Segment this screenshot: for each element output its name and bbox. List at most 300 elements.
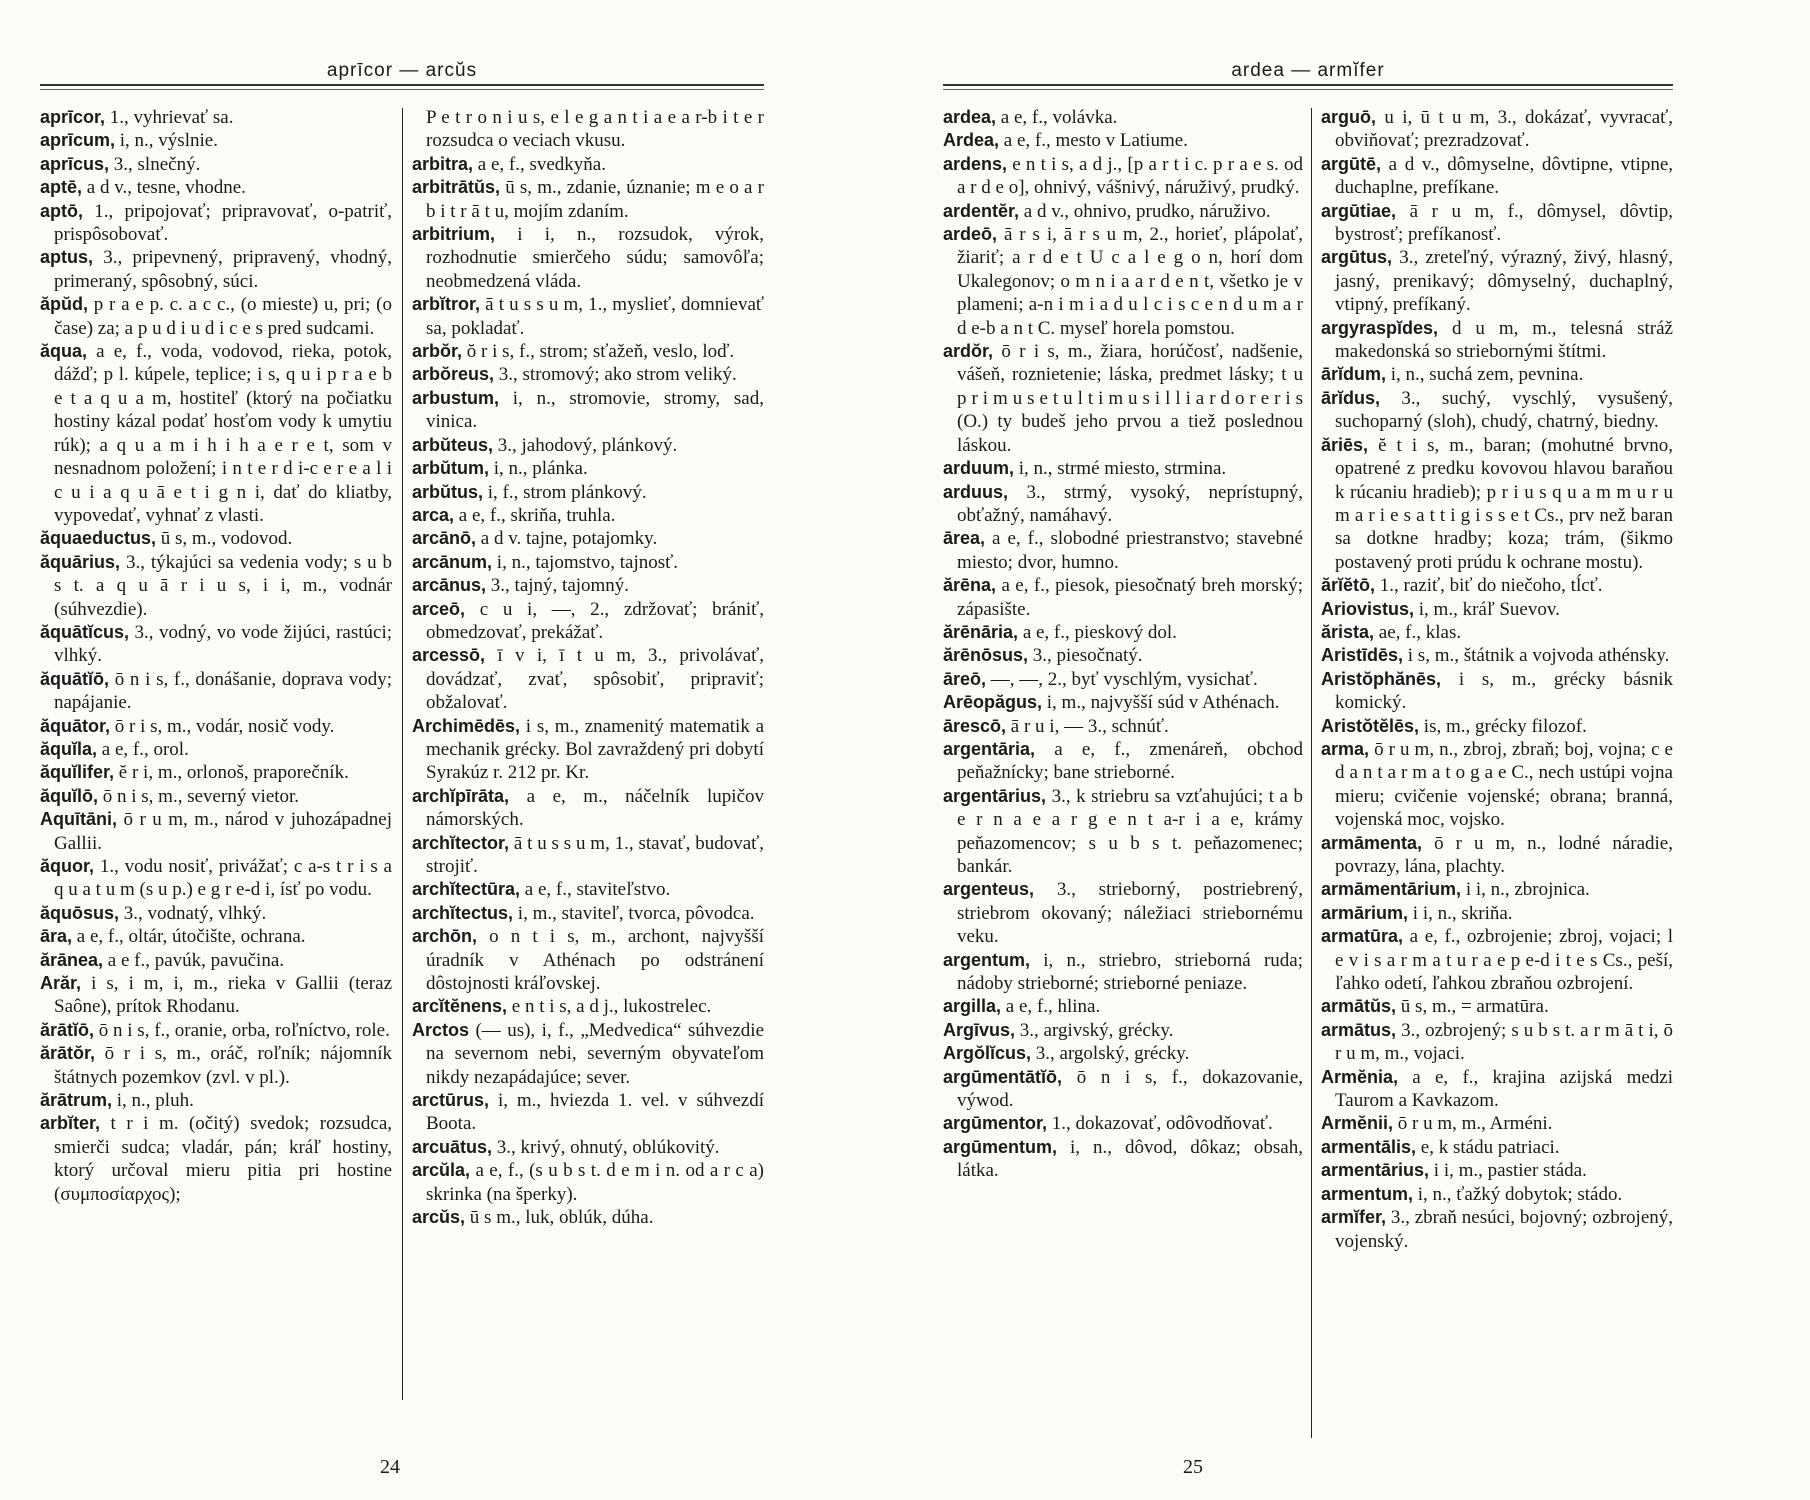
entry-definition: 3., slnečný. xyxy=(113,153,201,175)
entry-headword: arcānō, xyxy=(412,528,477,549)
entry-definition: ō n i s, m., severný vietor. xyxy=(102,785,300,807)
dictionary-entry xyxy=(40,246,392,293)
entry-definition: ī v i, ī t u m, 3., privolávať, dovádzať, zvať, spôsobiť, pripraviť; obžalovať. xyxy=(426,645,765,714)
dictionary-entry xyxy=(40,715,392,738)
dictionary-entry xyxy=(943,457,1303,480)
dictionary-entry xyxy=(40,1089,392,1112)
entry-headword: armātus, xyxy=(1321,1019,1397,1040)
entry-definition: 3., vodný, vo vode žijúci, rastúci; vlhký. xyxy=(54,621,392,667)
entry-definition: i s, m., štátnik a vojvoda athénsky. xyxy=(1407,645,1670,667)
dictionary-entry xyxy=(40,902,392,925)
column-right-2 xyxy=(1321,106,1673,1253)
entry-headword: argūmentātĭō, xyxy=(943,1066,1063,1087)
entry-headword: Archimēdēs, xyxy=(412,715,521,736)
entry-headword: ardens, xyxy=(943,153,1008,174)
header-title: ardea — armĭfer xyxy=(1217,60,1398,81)
entry-definition: (— us), i, f., „Medvedica“ súhvezdie na severnom nebi, severným obyvateľom nikdy nezapádajúce; sever. xyxy=(426,1019,764,1088)
dictionary-entry xyxy=(40,738,392,761)
entry-definition: 3., zreteľný, výrazný, živý, hlasný, jasný, prenikavý; dômyselný, duchaplný, vtipný, prefíkaný. xyxy=(1335,247,1673,316)
entry-definition: u i, ū t u m, 3., dokázať, vyvracať, obviňovať; prezradzovať. xyxy=(1335,107,1674,152)
dictionary-entry xyxy=(40,785,392,808)
entry-definition: ae, f., klas. xyxy=(1378,621,1462,643)
entry-headword: ăquārius, xyxy=(40,551,121,572)
dictionary-entry xyxy=(40,293,392,340)
dictionary-entry xyxy=(1321,200,1673,247)
dictionary-entry xyxy=(943,106,1303,129)
dictionary-entry xyxy=(40,527,392,550)
entry-headword: argentum, xyxy=(943,949,1031,970)
entry-headword: ăriēs, xyxy=(1321,434,1369,455)
entry-definition: 1., dokazovať, odôvodňovať. xyxy=(1051,1113,1273,1135)
entry-headword: arcŭs, xyxy=(412,1207,466,1228)
dictionary-entry xyxy=(1321,878,1673,901)
dictionary-entry xyxy=(1321,1159,1673,1182)
entry-headword: arcĭtĕnens, xyxy=(412,996,508,1017)
entry-headword: ardea, xyxy=(943,107,997,127)
page-number: 25 xyxy=(1183,1456,1203,1478)
dictionary-entry xyxy=(412,527,764,550)
dictionary-entry xyxy=(943,527,1303,574)
entry-definition: i, m., kráľ Suevov. xyxy=(1418,598,1560,620)
entry-definition: d u m, m., telesná stráž makedonská so striebornými štítmi. xyxy=(1335,317,1673,363)
entry-headword: ăquĭlō, xyxy=(40,785,98,806)
entry-definition: a e, f., orol. xyxy=(101,738,189,760)
dictionary-entry xyxy=(412,1159,764,1206)
dictionary-entry xyxy=(40,925,392,948)
entry-definition: t r i m. (očitý) svedok; rozsudca, smierči sudca; vladár, pán; kráľ hostiny, ktorý určoval mieru pitia pri hostine (συμποσίαρχος); xyxy=(54,1113,393,1205)
entry-definition: a d v. tajne, potajomky. xyxy=(480,528,658,550)
dictionary-entry xyxy=(943,949,1303,996)
dictionary-entry xyxy=(943,340,1303,457)
dictionary-entry xyxy=(412,925,764,995)
dictionary-entry xyxy=(1321,106,1673,153)
entry-headword: arbŏreus, xyxy=(412,364,495,385)
dictionary-entry xyxy=(943,668,1303,691)
entry-definition: ŏ r i s, f., strom; sťažeň, veslo, loď. xyxy=(466,341,735,363)
entry-headword: arca, xyxy=(412,504,455,525)
entry-headword: Aquītāni, xyxy=(40,809,117,830)
dictionary-entry xyxy=(40,153,392,176)
dictionary-entry xyxy=(412,715,764,785)
dictionary-entry xyxy=(412,551,764,574)
entry-definition: a e, f., skriňa, truhla. xyxy=(458,504,616,526)
dictionary-entry xyxy=(412,832,764,879)
dictionary-entry xyxy=(943,1112,1303,1135)
entry-headword: Aristŏtĕlēs, xyxy=(1321,715,1420,736)
entry-headword: archĭtector, xyxy=(412,832,510,853)
dictionary-entry xyxy=(943,738,1303,785)
dictionary-entry xyxy=(943,574,1303,621)
entry-headword: armentum, xyxy=(1321,1183,1414,1204)
dictionary-entry xyxy=(1321,668,1673,715)
dictionary-entry xyxy=(943,878,1303,948)
entry-headword: ăquor, xyxy=(40,856,95,876)
entry-headword: ardŏr, xyxy=(943,341,994,362)
entry-headword: ărātŏr, xyxy=(40,1043,96,1064)
entry-definition: i, n., dôvod, dôkaz; obsah, látka. xyxy=(957,1136,1303,1182)
entry-definition: ō r u m, m., Arméni. xyxy=(1397,1113,1553,1135)
entry-headword: arcessō, xyxy=(412,645,486,666)
entry-headword: aprīcus, xyxy=(40,153,110,174)
entry-definition: P e t r o n i u s, e l e g a n t i a e a r-b i t e r rozsudca o veciach vkusu. xyxy=(426,107,764,152)
entry-definition: a e f., pavúk, pavučina. xyxy=(107,949,285,971)
entry-headword: armentārius, xyxy=(1321,1160,1430,1181)
entry-headword: ărēnōsus, xyxy=(943,645,1029,666)
entry-definition: ū s, m., vodovod. xyxy=(160,528,293,550)
entry-definition: is, m., grécky filozof. xyxy=(1423,715,1587,737)
entry-headword: arguō, xyxy=(1321,107,1377,127)
dictionary-entry xyxy=(1321,317,1673,364)
entry-headword: argilla, xyxy=(943,996,1002,1017)
entry-headword: arcŭla, xyxy=(412,1160,471,1181)
entry-headword: arcānus, xyxy=(412,575,487,596)
entry-definition: a e, f., pieskový dol. xyxy=(1022,621,1177,643)
entry-headword: argenteus, xyxy=(943,879,1035,900)
dictionary-entry xyxy=(943,621,1303,644)
dictionary-entry xyxy=(1321,387,1673,434)
entry-headword: argūmentor, xyxy=(943,1113,1048,1134)
entry-definition: a d v., ohnivo, prudko, náruživo. xyxy=(1023,200,1271,222)
entry-headword: ăpŭd, xyxy=(40,294,88,315)
entry-headword: arbitrium, xyxy=(412,224,496,245)
dictionary-entry xyxy=(40,949,392,972)
dictionary-entry xyxy=(943,1066,1303,1113)
column-left-1 xyxy=(40,106,392,1206)
dictionary-entry xyxy=(1321,644,1673,667)
entry-headword: āreō, xyxy=(943,668,987,689)
dictionary-entry xyxy=(40,621,392,668)
dictionary-entry xyxy=(1321,715,1673,738)
entry-definition: ō r u m, n., zbroj, zbraň; boj, vojna; c e d a n t a r m a t o g a e C., nech ustúpi vojna mieru; cvičenie vojenské; obrana; branná, vojenská moc, vojsko. xyxy=(1335,738,1673,831)
entry-headword: arbŭtus, xyxy=(412,481,484,502)
dictionary-entry xyxy=(412,293,764,340)
entry-definition: 1., raziť, biť do niečoho, tĺcť. xyxy=(1379,575,1603,597)
dictionary-entry xyxy=(1321,153,1673,200)
entry-headword: ārescō, xyxy=(943,715,1007,736)
dictionary-entry xyxy=(943,691,1303,714)
entry-definition: ō n i s, f., donášanie, doprava vody; napájanie. xyxy=(54,668,393,714)
entry-definition: i, f., strom plánkový. xyxy=(487,481,647,503)
entry-definition: 1., vodu nosiť, privážať; c a-s t r i s a q u a t u m (s u p.) e g r e-d i, ísť po vodu. xyxy=(54,856,392,901)
entry-headword: Argīvus, xyxy=(943,1019,1016,1040)
entry-headword: armĭfer, xyxy=(1321,1207,1387,1228)
header-rule xyxy=(40,84,764,86)
entry-definition: i, n., strmé miesto, strmina. xyxy=(1018,458,1227,480)
entry-headword: ārea, xyxy=(943,528,986,549)
dictionary-entry xyxy=(412,457,764,480)
entry-headword: armāmenta, xyxy=(1321,832,1423,853)
dictionary-entry xyxy=(412,153,764,176)
entry-definition: 3., pripevnený, pripravený, vhodný, primeraný, spôsobný, súci. xyxy=(54,247,393,292)
entry-definition: i s, m., znamenitý matematik a mechanik grécky. Bol zavraždený pri dobytí Syrakúz r. 212 pr. Kr. xyxy=(426,715,764,784)
entry-headword: argūtiae, xyxy=(1321,200,1397,221)
entry-definition: 3., ozbrojený; s u b s t. a r m ā t i, ō r u m, m., vojaci. xyxy=(1335,1019,1673,1065)
entry-definition: ō r u m, m., národ v juhozápadnej Gallii. xyxy=(54,809,393,854)
dictionary-entry xyxy=(1321,434,1673,574)
entry-definition: ō r i s, m., vodár, nosič vody. xyxy=(114,715,335,737)
dictionary-entry xyxy=(40,176,392,199)
page-number: 24 xyxy=(380,1456,400,1478)
entry-definition: a d v., tesne, vhodne. xyxy=(86,177,246,199)
entry-headword: ărātrum, xyxy=(40,1090,113,1111)
entry-headword: ardentĕr, xyxy=(943,200,1020,221)
entry-headword: arbĭter, xyxy=(40,1113,101,1134)
dictionary-entry xyxy=(40,340,392,527)
entry-definition: i i, n., skriňa. xyxy=(1412,902,1513,924)
dictionary-entry xyxy=(412,481,764,504)
dictionary-entry xyxy=(943,995,1303,1018)
entry-definition: 3., argolský, grécky. xyxy=(1035,1043,1190,1065)
entry-headword: ăquātĭō, xyxy=(40,668,110,689)
entry-definition: i, n., suchá zem, pevnina. xyxy=(1390,364,1584,386)
entry-headword: ăquātĭcus, xyxy=(40,621,130,642)
dictionary-entry xyxy=(412,644,764,714)
entry-definition: e n t i s, a d j., [p a r t i c. p r a e s. od a r d e o], ohnivý, vášnivý, náruživý, prudký. xyxy=(957,153,1304,199)
entry-headword: arbitra, xyxy=(412,153,474,174)
entry-headword: Armĕnia, xyxy=(1321,1066,1399,1087)
entry-headword: archĭtectus, xyxy=(412,902,514,923)
dictionary-entry xyxy=(40,129,392,152)
entry-definition: i i, n., rozsudok, výrok, rozhodnutie smierčeho súdu; samovôľa; neobmedzená vláda. xyxy=(426,224,765,292)
dictionary-entry xyxy=(1321,246,1673,316)
entry-definition: ō r u m, n., lodné náradie, povrazy, lána, plachty. xyxy=(1335,832,1673,877)
entry-definition: a e, f., mesto v Latiume. xyxy=(1003,130,1188,152)
entry-definition: ĕ r i, m., orlonoš, praporečník. xyxy=(118,762,349,784)
dictionary-entry xyxy=(40,200,392,247)
entry-definition: i, n., stromovie, stromy, sad, vinica. xyxy=(426,387,764,433)
dictionary-entry xyxy=(40,106,392,129)
entry-definition: e n t i s, a d j., lukostrelec. xyxy=(511,996,712,1018)
entry-headword: aprīcor, xyxy=(40,107,106,127)
entry-definition: ū s m., luk, oblúk, dúha. xyxy=(469,1207,654,1229)
entry-headword: arma, xyxy=(1321,738,1370,759)
dictionary-entry xyxy=(412,1206,764,1229)
dictionary-entry xyxy=(943,644,1303,667)
entry-definition: i, n., tajomstvo, tajnosť. xyxy=(496,551,679,573)
entry-definition: a e, f., ozbrojenie; zbroj, vojaci; l e v i s a r m a t u r a e p e-d i t e s Cs., peší, ľahko odetí, ľahkou zbraňou ozbrojení. xyxy=(1335,926,1673,995)
entry-definition: i, m., hviezda 1. vel. v súhvezdí Boota. xyxy=(426,1090,764,1135)
entry-headword: argūtē, xyxy=(1321,153,1382,174)
entry-definition: 3., suchý, vyschlý, vysušený, suchoparný (sloh), chudý, chatrný, biedny. xyxy=(1335,387,1673,433)
entry-headword: Arăr, xyxy=(40,973,82,994)
entry-headword: aptē, xyxy=(40,177,83,198)
entry-headword: aptus, xyxy=(40,247,94,268)
header-rule xyxy=(40,89,764,90)
dictionary-entry xyxy=(40,855,392,902)
entry-headword: ărānea, xyxy=(40,949,104,970)
entry-definition: a e, f., hlina. xyxy=(1005,996,1101,1018)
running-header xyxy=(905,60,1810,100)
entry-definition: c u i, —, 2., zdržovať; brániť, obmedzovať, prekážať. xyxy=(426,598,764,643)
entry-definition: i, n., pluh. xyxy=(116,1090,194,1112)
entry-definition: a d v., dômyselne, dôvtipne, vtipne, duchaplne, prefíkane. xyxy=(1335,153,1674,199)
entry-definition: 3., stromový; ako strom veliký. xyxy=(498,364,737,386)
dictionary-entry xyxy=(1321,1183,1673,1206)
dictionary-entry xyxy=(1321,925,1673,995)
entry-headword: Arēopăgus, xyxy=(943,692,1043,713)
dictionary-entry xyxy=(1321,832,1673,879)
entry-headword: armatūra, xyxy=(1321,926,1404,947)
dictionary-entry xyxy=(943,223,1303,340)
entry-headword: archĭpīrāta, xyxy=(412,785,510,806)
entry-headword: Ardea, xyxy=(943,130,1000,151)
dictionary-entry xyxy=(1321,1112,1673,1135)
entry-definition: i i, n., zbrojnica. xyxy=(1465,879,1590,901)
dictionary-entry xyxy=(412,1019,764,1089)
entry-definition: o n t i s, m., archont, najvyšší úradník v Athénach po odstránení dôstojnosti kráľovskej. xyxy=(426,926,764,995)
dictionary-entry xyxy=(1321,1206,1673,1253)
entry-definition: ā r u m, f., dômysel, dôvtip, bystrosť; prefíkanosť. xyxy=(1335,200,1674,246)
entry-headword: Ariovistus, xyxy=(1321,598,1415,619)
entry-definition: a e, m., náčelník lupičov námorských. xyxy=(426,785,764,831)
dictionary-entry xyxy=(1321,621,1673,644)
entry-headword: Armĕnii, xyxy=(1321,1113,1394,1134)
dictionary-entry xyxy=(412,995,764,1018)
entry-headword: argyraspĭdes, xyxy=(1321,317,1439,338)
column-right-1 xyxy=(943,106,1303,1183)
dictionary-entry xyxy=(412,902,764,925)
dictionary-entry xyxy=(412,363,764,386)
entry-definition: a e, f., piesok, piesočnatý breh morský; zápasište. xyxy=(957,575,1304,620)
entry-definition: i s, m., grécky básnik komický. xyxy=(1335,668,1673,714)
entry-headword: ardeō, xyxy=(943,224,998,245)
entry-definition: 1., vyhrievať sa. xyxy=(109,107,234,128)
entry-definition: —, —, 2., byť vyschlým, vysichať. xyxy=(990,668,1258,690)
dictionary-entry xyxy=(943,1019,1303,1042)
entry-definition: a e, f., volávka. xyxy=(1000,107,1118,128)
entry-headword: aptō, xyxy=(40,200,83,221)
entry-headword: arbŭteus, xyxy=(412,434,494,455)
entry-definition: e, k stádu patriaci. xyxy=(1420,1136,1560,1158)
header-rule xyxy=(943,84,1673,86)
dictionary-entry xyxy=(412,340,764,363)
entry-headword: aprīcum, xyxy=(40,130,116,151)
dictionary-entry xyxy=(412,878,764,901)
dictionary-entry xyxy=(1321,574,1673,597)
entry-headword: ăquōsus, xyxy=(40,902,120,923)
dictionary-entry xyxy=(40,972,392,1019)
entry-definition: ō n i s, f., oranie, orba, roľníctvo, role. xyxy=(98,1019,390,1041)
dictionary-entry xyxy=(1321,1019,1673,1066)
entry-definition: 1., pripojovať; pripravovať, o-patriť, prispôsobovať. xyxy=(54,200,392,246)
entry-definition: 3., strieborný, postriebrený, striebrom okovaný; náležiaci striebornému veku. xyxy=(957,879,1304,948)
right-page xyxy=(905,0,1810,1500)
entry-definition: 3., týkajúci sa vedenia vody; s u b s t. a q u ā r i u s, i i, m., vodnár (súhvezdie). xyxy=(54,551,393,620)
dictionary-entry xyxy=(943,200,1303,223)
entry-definition: ō n i s, f., dokazovanie, výwod. xyxy=(957,1066,1304,1112)
entry-definition: i, n., ťažký dobytok; stádo. xyxy=(1417,1183,1623,1205)
entry-definition: 3., zbraň nesúci, bojovný; ozbrojený, vojenský. xyxy=(1335,1207,1674,1252)
entry-headword: ārĭdus, xyxy=(1321,387,1381,408)
entry-definition: a e, f., (s u b s t. d e m i n. od a r c a) skrinka (na šperky). xyxy=(426,1160,764,1205)
entry-headword: ăqua, xyxy=(40,341,88,362)
entry-definition: ā t u s s u m, 1., stavať, budovať, strojiť. xyxy=(426,832,764,877)
entry-definition: a e, f., oltár, útočište, ochrana. xyxy=(76,926,306,948)
dictionary-entry xyxy=(412,574,764,597)
dictionary-entry xyxy=(412,598,764,645)
entry-definition: a e, f., slobodné priestranstvo; stavebné miesto; dvor, humno. xyxy=(957,528,1303,573)
entry-headword: archĭtectūra, xyxy=(412,879,521,900)
entry-definition: ū s, m., zdanie, úznanie; m e o a r b i t r ā t u, mojím zdaním. xyxy=(426,177,764,222)
column-divider xyxy=(402,108,403,1400)
entry-headword: Aristŏphănēs, xyxy=(1321,668,1442,689)
dictionary-entry xyxy=(412,1136,764,1159)
entry-headword: arbitrātŭs, xyxy=(412,177,501,198)
dictionary-entry xyxy=(40,1112,392,1206)
entry-headword: Argŏlĭcus, xyxy=(943,1043,1032,1064)
dictionary-entry xyxy=(40,808,392,855)
dictionary-entry xyxy=(40,761,392,784)
entry-headword: armātŭs, xyxy=(1321,996,1397,1017)
entry-headword: arcānum, xyxy=(412,551,493,572)
entry-definition: a e, f., staviteľstvo. xyxy=(524,879,671,901)
dictionary-entry xyxy=(1321,995,1673,1018)
entry-definition: a e, f., krajina azijská medzi Taurom a Kavkazom. xyxy=(1335,1066,1673,1112)
dictionary-entry xyxy=(412,1089,764,1136)
entry-headword: Arctos xyxy=(412,1019,470,1040)
entry-definition: p r a e p. c. a c c., (o mieste) u, pri; (o čase) za; a p u d i u d i c e s pred sudcami. xyxy=(54,294,393,339)
dictionary-entry xyxy=(943,129,1303,152)
column-divider xyxy=(1311,108,1312,1438)
entry-definition: i, n., výslnie. xyxy=(119,130,218,152)
entry-definition: ĕ t i s, m., baran; (mohutné brvno, opatrené z predku kovovou hlavou baraňou k rúcaniu hradieb); p r i u s q u a m m u r u m a r i e s a t t i g i s s e t Cs., prv než baran sa dotkne hradby; koza; trám, (šikmo postavený proti prúdu k ochrane mostu). xyxy=(1335,434,1674,573)
entry-headword: arbŏr, xyxy=(412,341,463,362)
entry-headword: ărēnāria, xyxy=(943,621,1019,642)
dictionary-entry xyxy=(40,551,392,621)
entry-definition: i, n., striebro, strieborná ruda; nádoby strieborné; strieborné peniaze. xyxy=(957,949,1303,995)
entry-headword: arduus, xyxy=(943,481,1009,502)
entry-headword: arbustum, xyxy=(412,387,500,408)
dictionary-entry xyxy=(40,1019,392,1042)
dictionary-entry xyxy=(40,1042,392,1089)
dictionary-entry xyxy=(1321,1066,1673,1113)
entry-definition: 3., tajný, tajomný. xyxy=(490,575,630,597)
dictionary-entry xyxy=(412,434,764,457)
entry-definition: a e, f., svedkyňa. xyxy=(477,153,606,175)
column-left-2 xyxy=(412,106,764,1230)
entry-definition: ū s, m., = armatūra. xyxy=(1400,996,1549,1018)
dictionary-entry xyxy=(412,176,764,223)
entry-definition: ā r s i, ā r s u m, 2., horieť, plápolať, žiariť; a r d e t U c a l e g o n, horí dom Ukalegonov; o m n i a a r d e n t, všetko je v plameni; a-n i m i a d u l c i s c e n d u m a r d e-b a n t C. myseľ horela pomstou. xyxy=(957,224,1304,339)
dictionary-entry xyxy=(412,106,764,153)
entry-headword: armentālis, xyxy=(1321,1136,1417,1157)
entry-headword: arbŭtum, xyxy=(412,458,490,479)
running-header xyxy=(0,60,905,100)
dictionary-entry xyxy=(943,1042,1303,1065)
entry-definition: 3., jahodový, plánkový. xyxy=(497,434,678,456)
entry-headword: ăquĭlifer, xyxy=(40,762,115,783)
entry-headword: argentāria, xyxy=(943,738,1036,759)
entry-definition: 3., vodnatý, vlhký. xyxy=(123,902,267,924)
dictionary-entry xyxy=(412,785,764,832)
entry-headword: arceō, xyxy=(412,598,466,619)
entry-headword: argūtus, xyxy=(1321,247,1393,268)
entry-definition: 3., k striebru sa vzťahujúci; t a b e r n a e a r g e n t a-r i a e, krámy peňazomencov; s u b s t. peňazomenec; bankár. xyxy=(957,785,1303,877)
entry-definition: 3., argivský, grécky. xyxy=(1019,1019,1174,1041)
header-rule xyxy=(943,89,1673,90)
dictionary-entry xyxy=(1321,902,1673,925)
entry-headword: ărātĭō, xyxy=(40,1019,95,1040)
entry-definition: ā r u i, — 3., schnúť. xyxy=(1010,715,1169,737)
header-title: aprīcor — arcŭs xyxy=(313,60,491,81)
entry-definition: 3., piesočnatý. xyxy=(1032,645,1143,667)
entry-definition: a e, f., zmenáreň, obchod peňažnícky; bane strieborné. xyxy=(957,738,1304,784)
entry-definition: ō r i s, m., žiara, horúčosť, nadšenie, vášeň, roznietenie; láska, predmet lásky; t u p r i m u s e t u l t i m u s i l l i a r d o r e r i s (O.) ty budeš jeho prvou a tiež poslednou láskou. xyxy=(957,341,1304,456)
dictionary-entry xyxy=(943,481,1303,528)
dictionary-entry xyxy=(412,504,764,527)
entry-definition: i s, i m, i, m., rieka v Gallii (teraz Saône), prítok Rhodanu. xyxy=(54,973,392,1018)
entry-definition: ō r i s, m., oráč, roľník; nájomník štátnych pozemkov (zvl. v pl.). xyxy=(54,1043,392,1088)
